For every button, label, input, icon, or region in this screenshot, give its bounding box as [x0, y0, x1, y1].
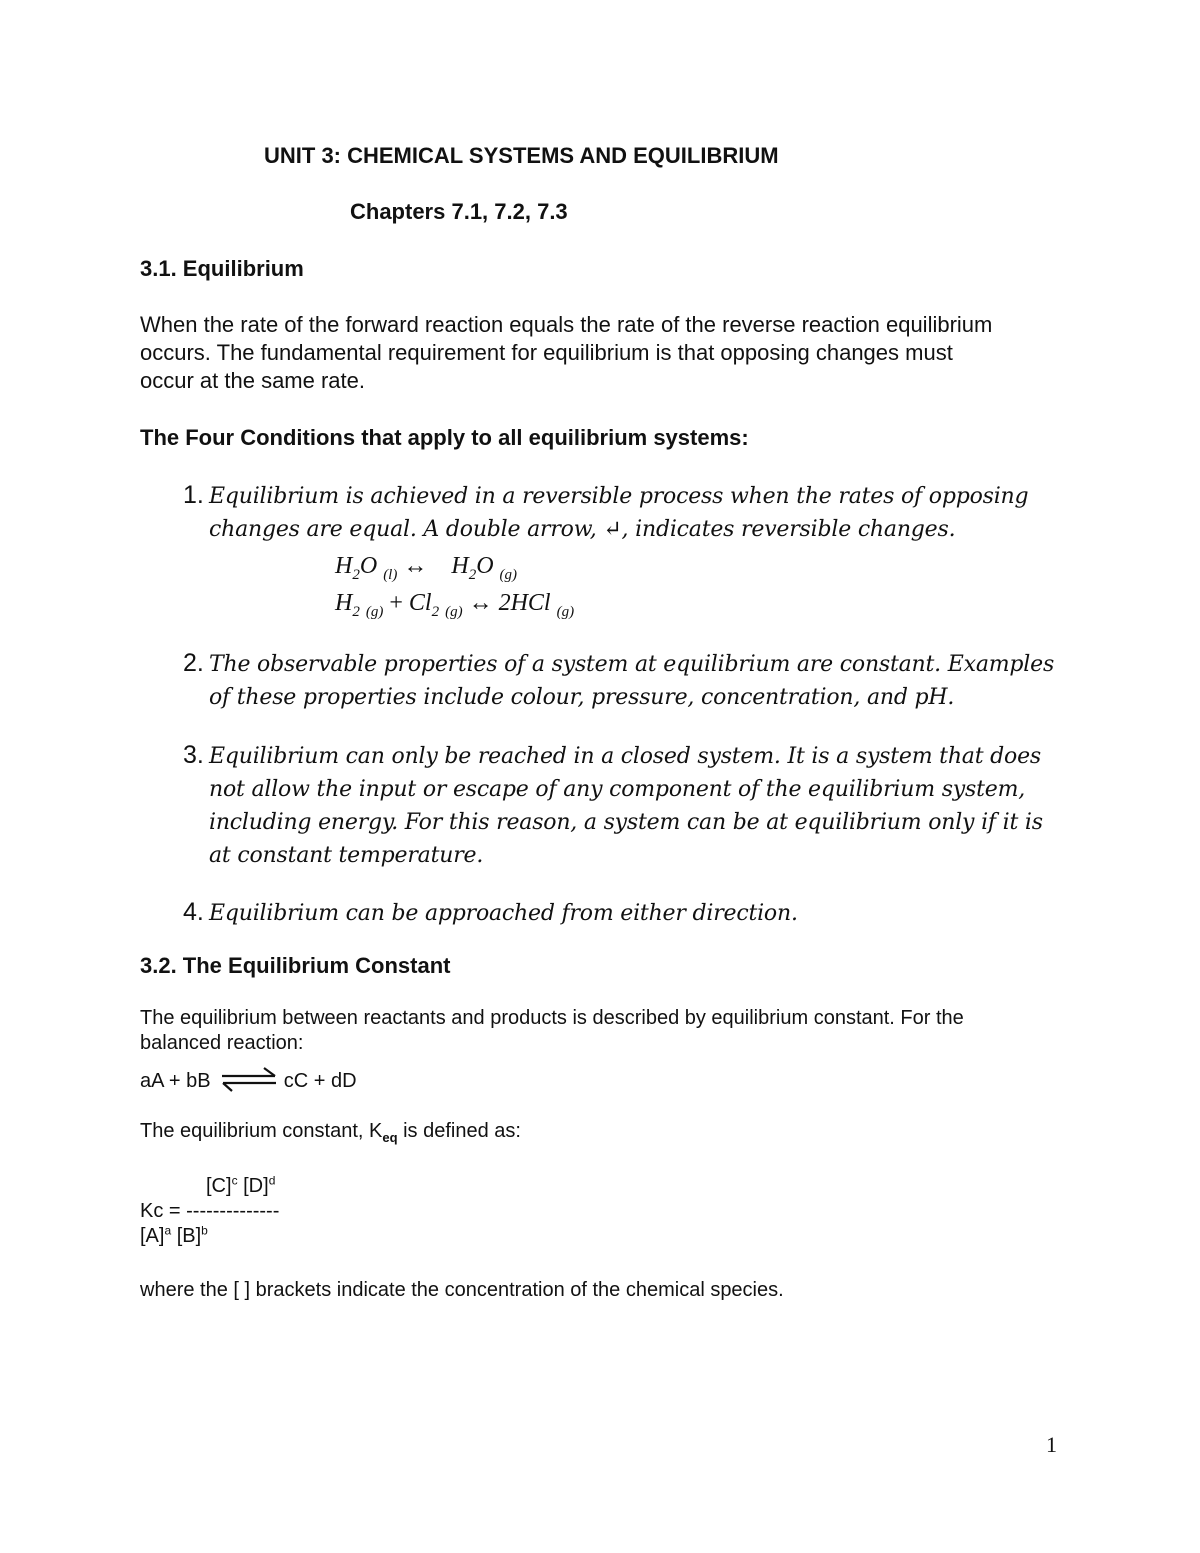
keq-definition: The equilibrium constant, $K_{eq}$ is defined as: [140, 1120, 521, 1145]
condition-line: changes are equal. A double arrow, ↵, indicates reversible changes. [209, 517, 956, 542]
condition-line: including energy. For this reason, a system can be at equilibrium only if it is [209, 810, 1043, 835]
kc-numerator: $[C]^c$ $[D]^d$ [206, 1173, 276, 1197]
condition-line: at constant temperature. [209, 843, 484, 868]
brackets-note: where the [ ] brackets indicate the concentration of the chemical species. [140, 1279, 784, 1301]
intro-paragraph [140, 311, 992, 395]
condition-line: Equilibrium can only be reached in a closed system. It is a system that does [209, 744, 1041, 769]
condition-number: 3. [183, 741, 204, 769]
condition-line: Equilibrium can be approached from either direction. [209, 901, 798, 926]
kc-denominator: $[A]^a$ $[B]^b$ [140, 1223, 208, 1247]
equilibrium-arrows-icon [220, 1067, 278, 1093]
condition-line: of these properties include colour, pressure, concentration, and pH. [209, 685, 955, 710]
kc-line: Kc = -------------- [140, 1200, 280, 1222]
equation-hcl: $H_2$ $_{(g)} + Cl_2$ $_{(g)}$ ↔ 2HCl $_{(g)}$ [335, 590, 575, 620]
condition-line: not allow the input or escape of any component of the equilibrium system, [209, 777, 1026, 802]
condition-number: 1. [183, 481, 204, 509]
page-title: UNIT 3: CHEMICAL SYSTEMS AND EQUILIBRIUM [264, 143, 779, 168]
equation-water: $H_2O$ $_{(l)}$ ↔ $H_2O$ $_{(g)}$ [335, 553, 518, 583]
general-reaction [140, 1067, 357, 1093]
paragraph-line: The equilibrium between reactants and products is described by equilibrium constant. For the [140, 1007, 964, 1029]
condition-number: 4. [183, 898, 204, 926]
paragraph-line: occur at the same rate. [140, 368, 365, 393]
chapters-subtitle: Chapters 7.1, 7.2, 7.3 [350, 199, 568, 224]
paragraph-line: balanced reaction: [140, 1032, 304, 1054]
paragraph-line: When the rate of the forward reaction equals the rate of the reverse reaction equilibrium [140, 312, 993, 337]
condition-line: Equilibrium is achieved in a reversible process when the rates of opposing [209, 484, 1029, 509]
double-arrow-icon: ↔ [403, 553, 428, 579]
conditions-heading: The Four Conditions that apply to all equilibrium systems: [140, 425, 749, 450]
section-heading-equilibrium-constant: 3.2. The Equilibrium Constant [140, 953, 451, 978]
double-arrow-icon: ↔ [468, 590, 493, 616]
reaction-products: cC + dD [283, 1070, 357, 1092]
section-heading-equilibrium: 3.1. Equilibrium [140, 256, 304, 281]
paragraph-line: occurs. The fundamental requirement for equilibrium is that opposing changes must [140, 340, 953, 365]
condition-number: 2. [183, 649, 204, 677]
page-number: 1 [1046, 1432, 1057, 1457]
constant-paragraph [140, 1006, 964, 1056]
reaction-reactants: aA + bB [140, 1070, 211, 1092]
condition-line: The observable properties of a system at equilibrium are constant. Examples [209, 652, 1055, 677]
